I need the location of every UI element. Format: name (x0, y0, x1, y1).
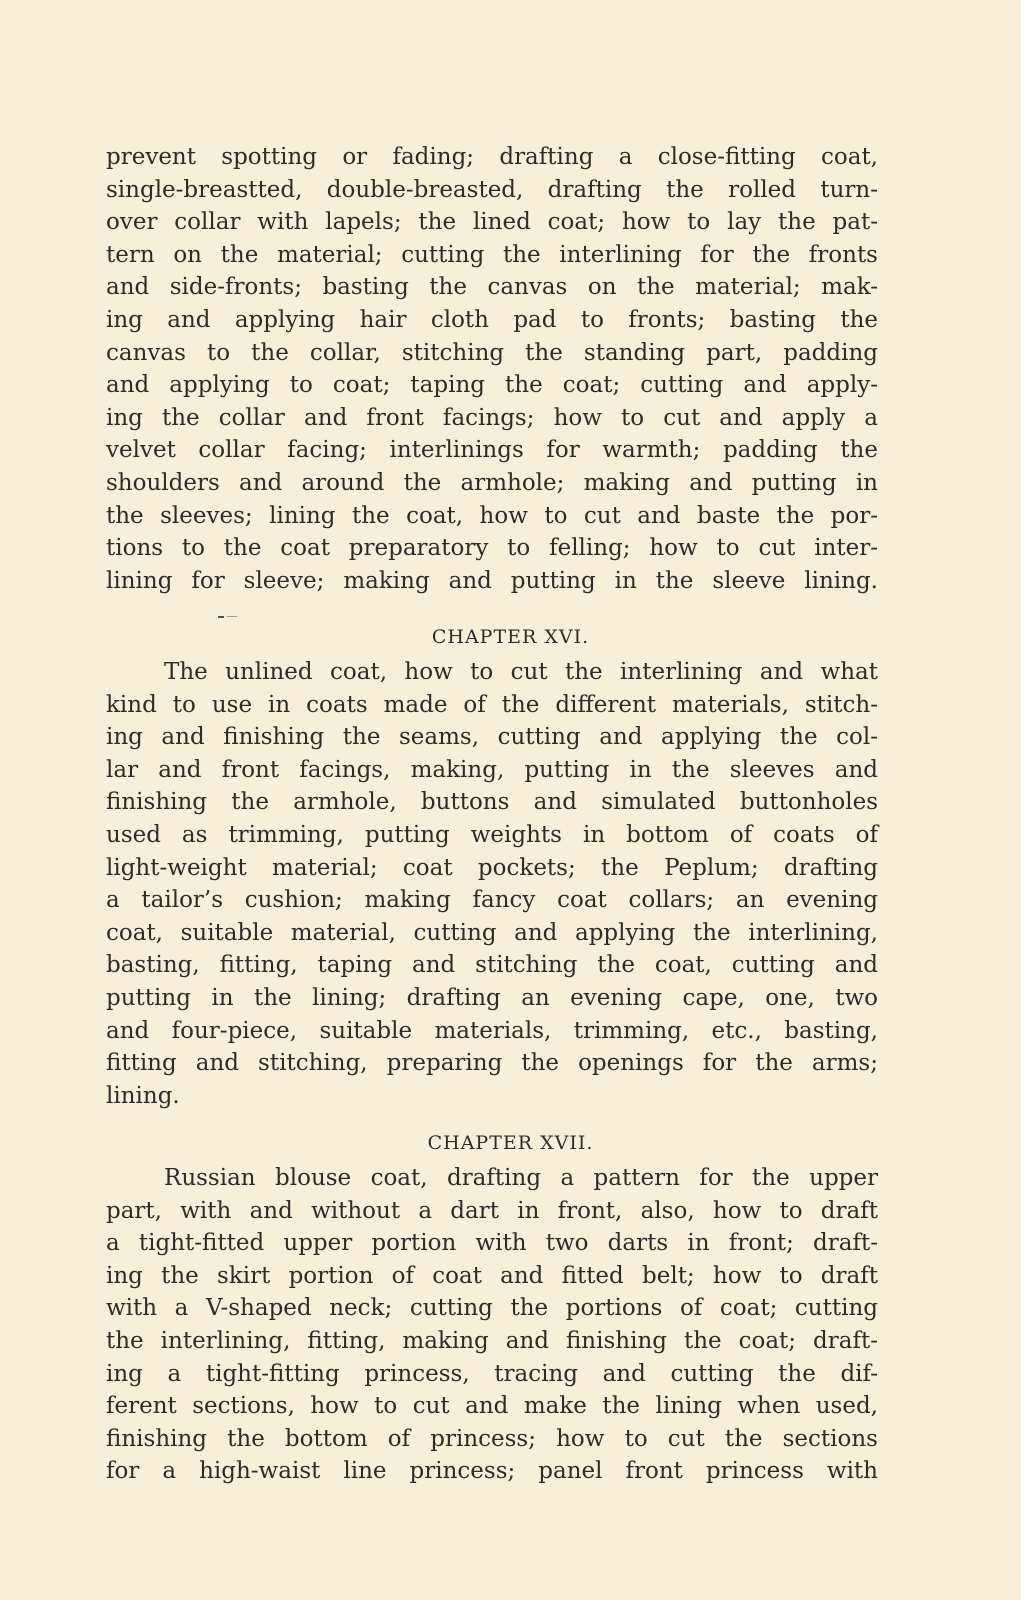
text-line: ferent sections, how to cut and make the lining when used, (106, 1393, 878, 1420)
text-line: ing the collar and front facings; how to cut and apply a (106, 404, 878, 431)
chapter-16-paragraph (106, 656, 878, 1112)
text-line: and side-fronts; basting the canvas on the material; mak- (106, 274, 878, 301)
text-line: and applying to coat; taping the coat; cutting and apply- (106, 372, 878, 399)
text-line: a tight-fitted upper portion with two darts in front; draft- (106, 1230, 878, 1257)
text-line: light-weight material; coat pockets; the Peplum; drafting (106, 854, 878, 881)
text-line: lining. (106, 1082, 180, 1109)
text-line: ing and finishing the seams, cutting and applying the col- (106, 724, 878, 751)
text-line: tern on the material; cutting the interlining for the fronts (106, 241, 878, 268)
text-line: coat, suitable material, cutting and applying the interlining, (106, 919, 878, 946)
text-line: with a V-shaped neck; cutting the portions of coat; cutting (106, 1295, 878, 1322)
text-line: for a high-waist line princess; panel front princess with (106, 1458, 878, 1485)
text-line: used as trimming, putting weights in bottom of coats of (106, 821, 878, 848)
text-line: putting in the lining; drafting an evening cape, one, two (106, 984, 878, 1011)
text-line: lar and front facings, making, putting in the sleeves and (106, 756, 878, 783)
text-line: ing and applying hair cloth pad to fronts; basting the (106, 306, 878, 333)
chapter-17-paragraph (106, 1162, 878, 1488)
text-line: over collar with lapels; the lined coat; how to lay the pat- (106, 209, 878, 236)
ink-mark (218, 615, 240, 619)
text-line: canvas to the collar, stitching the standing part, padding (106, 339, 878, 366)
text-line: ing a tight-fitting princess, tracing and cutting the dif- (106, 1360, 878, 1387)
text-line: the interlining, fitting, making and finishing the coat; draft- (106, 1327, 878, 1354)
text-line: shoulders and around the armhole; making and putting in (106, 469, 878, 496)
text-line: fitting and stitching, preparing the openings for the arms; (106, 1050, 878, 1077)
text-line: the sleeves; lining the coat, how to cut and baste the por- (106, 502, 878, 529)
text-line: a tailor’s cushion; making fancy coat collars; an evening (106, 887, 878, 914)
text-line: kind to use in coats made of the different materials, stitch- (106, 691, 878, 718)
text-line: velvet collar facing; interlinings for warmth; padding the (106, 437, 878, 464)
intro-paragraph (106, 141, 878, 597)
text-line: part, with and without a dart in front, also, how to draft (106, 1197, 878, 1224)
chapter-heading: CHAPTER XVII. (427, 1132, 594, 1154)
text-line: single-breastted, double-breasted, drafting the rolled turn- (106, 176, 878, 203)
text-line: Russian blouse coat, drafting a pattern for the upper (164, 1165, 878, 1191)
text-line: finishing the bottom of princess; how to cut the sections (106, 1425, 878, 1452)
text-line: tions to the coat preparatory to felling; how to cut inter- (106, 535, 878, 562)
chapter-heading: CHAPTER XVI. (431, 626, 590, 648)
text-line: basting, fitting, taping and stitching the coat, cutting and (106, 952, 878, 979)
text-line: lining for sleeve; making and putting in the sleeve lining. (106, 567, 878, 594)
text-line: The unlined coat, how to cut the interlining and what (164, 659, 878, 685)
text-line: prevent spotting or fading; drafting a close-fitting coat, (106, 144, 878, 170)
text-line: finishing the armhole, buttons and simulated buttonholes (106, 789, 878, 816)
text-line: ing the skirt portion of coat and fitted belt; how to draft (106, 1262, 878, 1289)
text-line: and four-piece, suitable materials, trimming, etc., basting, (106, 1017, 878, 1044)
